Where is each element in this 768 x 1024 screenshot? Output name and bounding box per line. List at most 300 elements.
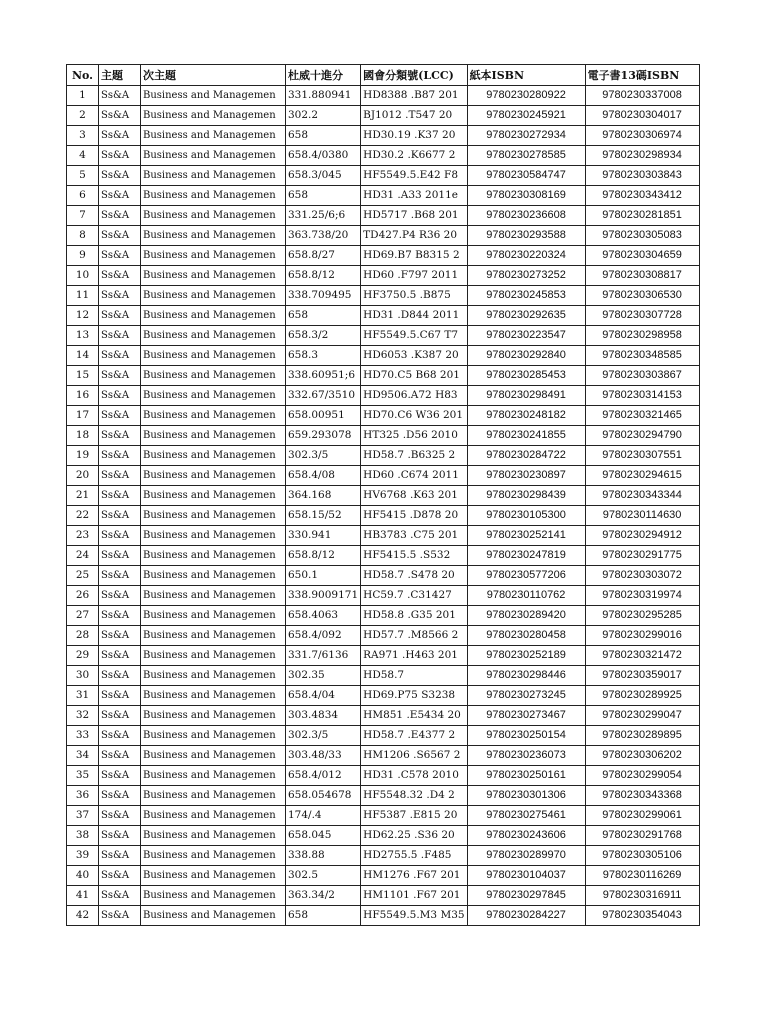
col-header-dewey: 杜威十進分 [286,65,361,86]
cell-subject: Ss&A [99,126,141,146]
table-row [67,446,700,466]
cell-subtopic: Business and Managemen [141,646,286,666]
table-row [67,306,700,326]
cell-lcc: HD30.2 .K6677 2 [361,146,467,166]
cell-dewey: 303.48/33 [286,746,361,766]
cell-no: 30 [67,666,99,686]
cell-lcc: HF5549.5.C67 T7 [361,326,467,346]
cell-subject: Ss&A [99,206,141,226]
cell-ebook-isbn: 9780230306974 [585,126,699,146]
cell-lcc: HD69.P75 S3238 [361,686,467,706]
cell-subtopic: Business and Managemen [141,146,286,166]
cell-no: 18 [67,426,99,446]
cell-lcc: HF5548.32 .D4 2 [361,786,467,806]
cell-subtopic: Business and Managemen [141,666,286,686]
cell-no: 9 [67,246,99,266]
cell-subject: Ss&A [99,886,141,906]
cell-subtopic: Business and Managemen [141,626,286,646]
cell-ebook-isbn: 9780230306202 [585,746,699,766]
cell-no: 22 [67,506,99,526]
table-row [67,186,700,206]
cell-print-isbn: 9780230292840 [467,346,585,366]
cell-print-isbn: 9780230104037 [467,866,585,886]
cell-subject: Ss&A [99,266,141,286]
cell-subtopic: Business and Managemen [141,86,286,106]
cell-subtopic: Business and Managemen [141,226,286,246]
table-row [67,206,700,226]
table-row [67,486,700,506]
cell-print-isbn: 9780230275461 [467,806,585,826]
cell-ebook-isbn: 9780230354043 [585,906,699,926]
cell-lcc: HD70.C5 B68 201 [361,366,467,386]
table-row [67,346,700,366]
col-header-subject: 主題 [99,65,141,86]
cell-ebook-isbn: 9780230343412 [585,186,699,206]
cell-subject: Ss&A [99,606,141,626]
cell-lcc: HM1101 .F67 201 [361,886,467,906]
cell-subject: Ss&A [99,706,141,726]
table-row [67,226,700,246]
cell-ebook-isbn: 9780230308817 [585,266,699,286]
table-row [67,426,700,446]
cell-lcc: HD2755.5 .F485 [361,846,467,866]
cell-print-isbn: 9780230241855 [467,426,585,446]
cell-subtopic: Business and Managemen [141,726,286,746]
cell-print-isbn: 9780230248182 [467,406,585,426]
cell-ebook-isbn: 9780230281851 [585,206,699,226]
cell-no: 4 [67,146,99,166]
cell-no: 37 [67,806,99,826]
table-row [67,246,700,266]
cell-ebook-isbn: 9780230321472 [585,646,699,666]
cell-ebook-isbn: 9780230303072 [585,566,699,586]
cell-subject: Ss&A [99,406,141,426]
cell-no: 12 [67,306,99,326]
cell-lcc: HM1276 .F67 201 [361,866,467,886]
cell-subject: Ss&A [99,766,141,786]
cell-dewey: 658.4/08 [286,466,361,486]
cell-subject: Ss&A [99,446,141,466]
cell-dewey: 338.9009171 [286,586,361,606]
cell-lcc: HD31 .A33 2011e [361,186,467,206]
cell-dewey: 363.34/2 [286,886,361,906]
cell-ebook-isbn: 9780230299047 [585,706,699,726]
cell-subtopic: Business and Managemen [141,326,286,346]
cell-no: 7 [67,206,99,226]
cell-lcc: TD427.P4 R36 20 [361,226,467,246]
cell-ebook-isbn: 9780230303843 [585,166,699,186]
cell-print-isbn: 9780230252189 [467,646,585,666]
cell-dewey: 658 [286,906,361,926]
cell-dewey: 302.3/5 [286,446,361,466]
cell-dewey: 658.8/12 [286,546,361,566]
cell-no: 35 [67,766,99,786]
table-row [67,766,700,786]
cell-dewey: 331.880941 [286,86,361,106]
cell-dewey: 330.941 [286,526,361,546]
table-row [67,566,700,586]
cell-subject: Ss&A [99,86,141,106]
cell-subject: Ss&A [99,426,141,446]
cell-print-isbn: 9780230584747 [467,166,585,186]
cell-dewey: 658.3/2 [286,326,361,346]
cell-lcc: HD8388 .B87 201 [361,86,467,106]
cell-subject: Ss&A [99,726,141,746]
cell-no: 19 [67,446,99,466]
cell-subtopic: Business and Managemen [141,846,286,866]
cell-lcc: HF5549.5.M3 M35 [361,906,467,926]
cell-lcc: HD58.7 .S478 20 [361,566,467,586]
cell-ebook-isbn: 9780230303867 [585,366,699,386]
cell-no: 27 [67,606,99,626]
table-row [67,666,700,686]
cell-ebook-isbn: 9780230321465 [585,406,699,426]
cell-subject: Ss&A [99,466,141,486]
cell-dewey: 658.00951 [286,406,361,426]
cell-print-isbn: 9780230577206 [467,566,585,586]
cell-subtopic: Business and Managemen [141,466,286,486]
table-row [67,886,700,906]
cell-lcc: HM851 .E5434 20 [361,706,467,726]
cell-subtopic: Business and Managemen [141,186,286,206]
cell-no: 26 [67,586,99,606]
cell-ebook-isbn: 9780230304659 [585,246,699,266]
cell-subject: Ss&A [99,106,141,126]
cell-no: 36 [67,786,99,806]
cell-dewey: 658 [286,306,361,326]
cell-dewey: 658.054678 [286,786,361,806]
cell-print-isbn: 9780230298446 [467,666,585,686]
cell-subtopic: Business and Managemen [141,586,286,606]
cell-ebook-isbn: 9780230359017 [585,666,699,686]
cell-no: 24 [67,546,99,566]
cell-print-isbn: 9780230252141 [467,526,585,546]
cell-no: 14 [67,346,99,366]
cell-ebook-isbn: 9780230298934 [585,146,699,166]
table-row [67,146,700,166]
table-row [67,406,700,426]
cell-no: 1 [67,86,99,106]
cell-no: 28 [67,626,99,646]
cell-no: 17 [67,406,99,426]
cell-lcc: HD9506.A72 H83 [361,386,467,406]
cell-dewey: 303.4834 [286,706,361,726]
cell-lcc: HV6768 .K63 201 [361,486,467,506]
cell-lcc: HD69.B7 B8315 2 [361,246,467,266]
cell-no: 5 [67,166,99,186]
cell-lcc: HD6053 .K387 20 [361,346,467,366]
cell-lcc: HD31 .C578 2010 [361,766,467,786]
cell-lcc: HF5415.5 .S532 [361,546,467,566]
cell-print-isbn: 9780230243606 [467,826,585,846]
cell-dewey: 658.4/0380 [286,146,361,166]
isbn-table [66,64,700,926]
cell-subtopic: Business and Managemen [141,106,286,126]
cell-no: 29 [67,646,99,666]
cell-print-isbn: 9780230273245 [467,686,585,706]
cell-dewey: 658.4063 [286,606,361,626]
table-row [67,126,700,146]
table-row [67,166,700,186]
table-row [67,626,700,646]
cell-ebook-isbn: 9780230294615 [585,466,699,486]
cell-subtopic: Business and Managemen [141,246,286,266]
table-row [67,586,700,606]
cell-print-isbn: 9780230289970 [467,846,585,866]
cell-no: 33 [67,726,99,746]
cell-lcc: HD58.8 .G35 201 [361,606,467,626]
cell-dewey: 658.3 [286,346,361,366]
cell-subtopic: Business and Managemen [141,766,286,786]
cell-ebook-isbn: 9780230116269 [585,866,699,886]
cell-subtopic: Business and Managemen [141,706,286,726]
cell-lcc: BJ1012 .T547 20 [361,106,467,126]
cell-no: 10 [67,266,99,286]
cell-print-isbn: 9780230250161 [467,766,585,786]
cell-ebook-isbn: 9780230314153 [585,386,699,406]
cell-lcc: HD58.7 .E4377 2 [361,726,467,746]
cell-dewey: 338.709495 [286,286,361,306]
cell-dewey: 302.2 [286,106,361,126]
cell-print-isbn: 9780230301306 [467,786,585,806]
cell-ebook-isbn: 9780230343368 [585,786,699,806]
cell-print-isbn: 9780230278585 [467,146,585,166]
cell-no: 23 [67,526,99,546]
table-row [67,266,700,286]
cell-no: 39 [67,846,99,866]
cell-subject: Ss&A [99,366,141,386]
cell-dewey: 658.4/012 [286,766,361,786]
table-row [67,706,700,726]
cell-print-isbn: 9780230280922 [467,86,585,106]
cell-subject: Ss&A [99,746,141,766]
cell-dewey: 338.60951;6 [286,366,361,386]
cell-no: 13 [67,326,99,346]
cell-dewey: 302.5 [286,866,361,886]
cell-no: 42 [67,906,99,926]
cell-lcc: HD70.C6 W36 201 [361,406,467,426]
cell-ebook-isbn: 9780230307728 [585,306,699,326]
cell-no: 11 [67,286,99,306]
cell-dewey: 658.4/04 [286,686,361,706]
cell-print-isbn: 9780230284722 [467,446,585,466]
cell-subtopic: Business and Managemen [141,686,286,706]
cell-dewey: 658.8/12 [286,266,361,286]
cell-subject: Ss&A [99,186,141,206]
cell-print-isbn: 9780230230897 [467,466,585,486]
cell-subtopic: Business and Managemen [141,346,286,366]
cell-subtopic: Business and Managemen [141,606,286,626]
cell-no: 41 [67,886,99,906]
cell-subtopic: Business and Managemen [141,526,286,546]
cell-print-isbn: 9780230272934 [467,126,585,146]
cell-no: 34 [67,746,99,766]
cell-ebook-isbn: 9780230295285 [585,606,699,626]
cell-print-isbn: 9780230297845 [467,886,585,906]
col-header-subtopic: 次主題 [141,65,286,86]
cell-print-isbn: 9780230280458 [467,626,585,646]
header-row [67,65,700,86]
cell-lcc: HD58.7 .B6325 2 [361,446,467,466]
cell-lcc: HD5717 .B68 201 [361,206,467,226]
table-row [67,826,700,846]
cell-subtopic: Business and Managemen [141,786,286,806]
cell-subtopic: Business and Managemen [141,746,286,766]
cell-lcc: HF5415 .D878 20 [361,506,467,526]
cell-dewey: 659.293078 [286,426,361,446]
cell-dewey: 658.8/27 [286,246,361,266]
cell-no: 38 [67,826,99,846]
cell-subject: Ss&A [99,906,141,926]
cell-print-isbn: 9780230236073 [467,746,585,766]
cell-subject: Ss&A [99,306,141,326]
cell-lcc: HD60 .F797 2011 [361,266,467,286]
cell-lcc: HD58.7 [361,666,467,686]
cell-lcc: HT325 .D56 2010 [361,426,467,446]
cell-subtopic: Business and Managemen [141,406,286,426]
cell-subtopic: Business and Managemen [141,446,286,466]
table-row [67,606,700,626]
table-row [67,746,700,766]
cell-print-isbn: 9780230289420 [467,606,585,626]
cell-ebook-isbn: 9780230348585 [585,346,699,366]
cell-ebook-isbn: 9780230294790 [585,426,699,446]
cell-ebook-isbn: 9780230291775 [585,546,699,566]
cell-no: 20 [67,466,99,486]
cell-dewey: 658.15/52 [286,506,361,526]
table-row [67,366,700,386]
cell-subject: Ss&A [99,826,141,846]
cell-dewey: 302.35 [286,666,361,686]
cell-subtopic: Business and Managemen [141,306,286,326]
cell-ebook-isbn: 9780230305083 [585,226,699,246]
cell-no: 6 [67,186,99,206]
cell-ebook-isbn: 9780230299061 [585,806,699,826]
cell-lcc: HD57.7 .M8566 2 [361,626,467,646]
table-row [67,386,700,406]
cell-subject: Ss&A [99,526,141,546]
cell-ebook-isbn: 9780230114630 [585,506,699,526]
cell-subtopic: Business and Managemen [141,166,286,186]
cell-print-isbn: 9780230250154 [467,726,585,746]
cell-ebook-isbn: 9780230289895 [585,726,699,746]
cell-subject: Ss&A [99,686,141,706]
col-header-ebook-isbn: 電子書13碼ISBN [585,65,699,86]
cell-lcc: HM1206 .S6567 2 [361,746,467,766]
cell-dewey: 658.3/045 [286,166,361,186]
cell-print-isbn: 9780230236608 [467,206,585,226]
cell-lcc: HC59.7 .C31427 [361,586,467,606]
cell-dewey: 363.738/20 [286,226,361,246]
cell-subtopic: Business and Managemen [141,546,286,566]
cell-dewey: 332.67/3510 [286,386,361,406]
cell-subject: Ss&A [99,626,141,646]
cell-no: 21 [67,486,99,506]
cell-lcc: HD30.19 .K37 20 [361,126,467,146]
cell-ebook-isbn: 9780230319974 [585,586,699,606]
cell-print-isbn: 9780230220324 [467,246,585,266]
cell-subject: Ss&A [99,386,141,406]
cell-no: 3 [67,126,99,146]
cell-subject: Ss&A [99,346,141,366]
table-row [67,286,700,306]
cell-dewey: 658.4/092 [286,626,361,646]
cell-subtopic: Business and Managemen [141,826,286,846]
cell-no: 32 [67,706,99,726]
table-row [67,506,700,526]
cell-lcc: RA971 .H463 201 [361,646,467,666]
cell-dewey: 658.045 [286,826,361,846]
cell-subject: Ss&A [99,286,141,306]
cell-print-isbn: 9780230298491 [467,386,585,406]
cell-subtopic: Business and Managemen [141,366,286,386]
cell-subtopic: Business and Managemen [141,866,286,886]
cell-dewey: 650.1 [286,566,361,586]
table-row [67,646,700,666]
cell-no: 31 [67,686,99,706]
cell-print-isbn: 9780230110762 [467,586,585,606]
table-row [67,786,700,806]
table-row [67,806,700,826]
cell-subject: Ss&A [99,566,141,586]
col-header-print-isbn: 紙本ISBN [467,65,585,86]
cell-subject: Ss&A [99,806,141,826]
cell-print-isbn: 9780230308169 [467,186,585,206]
cell-print-isbn: 9780230285453 [467,366,585,386]
cell-ebook-isbn: 9780230337008 [585,86,699,106]
table-row [67,106,700,126]
cell-print-isbn: 9780230273252 [467,266,585,286]
cell-ebook-isbn: 9780230316911 [585,886,699,906]
cell-dewey: 331.7/6136 [286,646,361,666]
table-row [67,846,700,866]
cell-lcc: HD60 .C674 2011 [361,466,467,486]
cell-ebook-isbn: 9780230299054 [585,766,699,786]
table-row [67,726,700,746]
cell-subject: Ss&A [99,326,141,346]
cell-subject: Ss&A [99,586,141,606]
cell-ebook-isbn: 9780230305106 [585,846,699,866]
cell-subject: Ss&A [99,506,141,526]
cell-dewey: 338.88 [286,846,361,866]
cell-print-isbn: 9780230298439 [467,486,585,506]
cell-ebook-isbn: 9780230304017 [585,106,699,126]
cell-subtopic: Business and Managemen [141,266,286,286]
table-row [67,686,700,706]
cell-lcc: HB3783 .C75 201 [361,526,467,546]
table-row [67,326,700,346]
cell-no: 8 [67,226,99,246]
cell-print-isbn: 9780230292635 [467,306,585,326]
cell-subject: Ss&A [99,846,141,866]
cell-subtopic: Business and Managemen [141,426,286,446]
cell-no: 2 [67,106,99,126]
cell-subject: Ss&A [99,546,141,566]
cell-dewey: 364.168 [286,486,361,506]
table-row [67,546,700,566]
cell-ebook-isbn: 9780230289925 [585,686,699,706]
cell-ebook-isbn: 9780230294912 [585,526,699,546]
cell-subtopic: Business and Managemen [141,286,286,306]
cell-subject: Ss&A [99,226,141,246]
cell-dewey: 658 [286,186,361,206]
cell-no: 40 [67,866,99,886]
cell-subject: Ss&A [99,246,141,266]
cell-no: 15 [67,366,99,386]
cell-subject: Ss&A [99,866,141,886]
cell-subject: Ss&A [99,646,141,666]
cell-ebook-isbn: 9780230307551 [585,446,699,466]
